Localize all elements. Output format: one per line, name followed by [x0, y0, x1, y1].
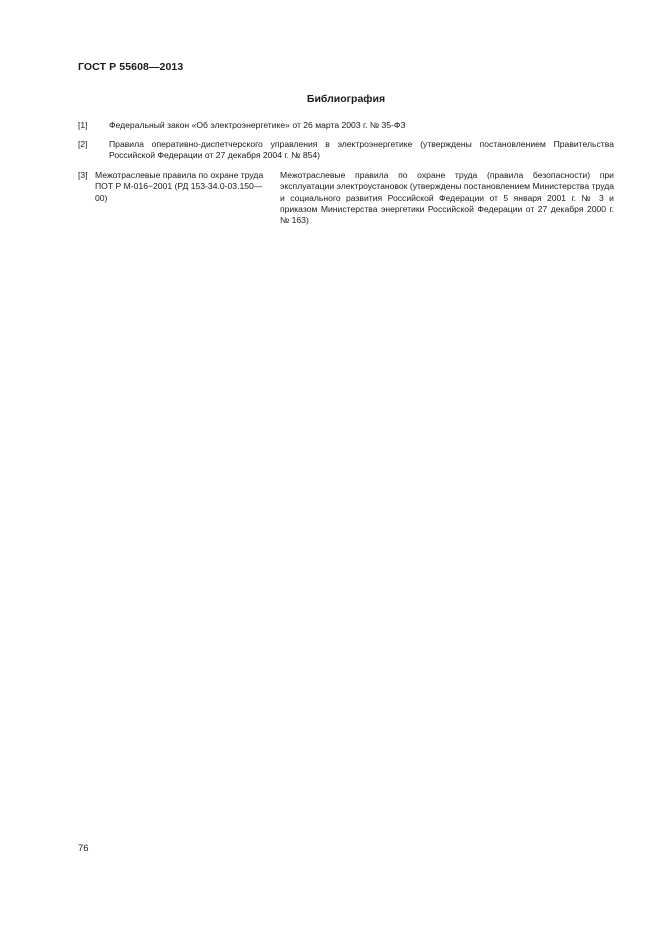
bibliography-entry-number: [2] [78, 139, 88, 149]
page-number: 76 [78, 843, 89, 854]
section-title: Библиография [306, 93, 386, 105]
bibliography-entry-text: Правила оперативно-диспетчерского управления в электроэнергетике (утверждены постановлением Правительства Российской Федерации от 27 декабря 2004 г. № 854) [109, 139, 614, 161]
bibliography-entry-designation: Межотраслевые правила по охране труда ПОТ Р М-016−2001 (РД 153-34.0-03.150—00) [95, 170, 264, 203]
bibliography-entry-2 [78, 139, 614, 163]
bibliography-entry-text: Межотраслевые правила по охране труда (правила безопасности) при эксплуатации электроустановок (утверждены постановлением Министерства труда и социального развития Российской Федерации от 5 января 2001 г. № 3 и приказом Министерства энергетики Российской Федерации от 27 декабря 2000 г. № 163) [280, 170, 614, 226]
bibliography-entry-number: [1] [78, 120, 88, 130]
document-header: ГОСТ Р 55608—2013 [78, 61, 184, 73]
bibliography-entry-text: Федеральный закон «Об электроэнергетике» от 26 марта 2003 г. № 35-ФЗ [109, 120, 406, 130]
bibliography-entry-1 [78, 120, 614, 132]
bibliography-entry-number: [3] [78, 170, 88, 180]
bibliography-entry-3 [78, 170, 614, 230]
